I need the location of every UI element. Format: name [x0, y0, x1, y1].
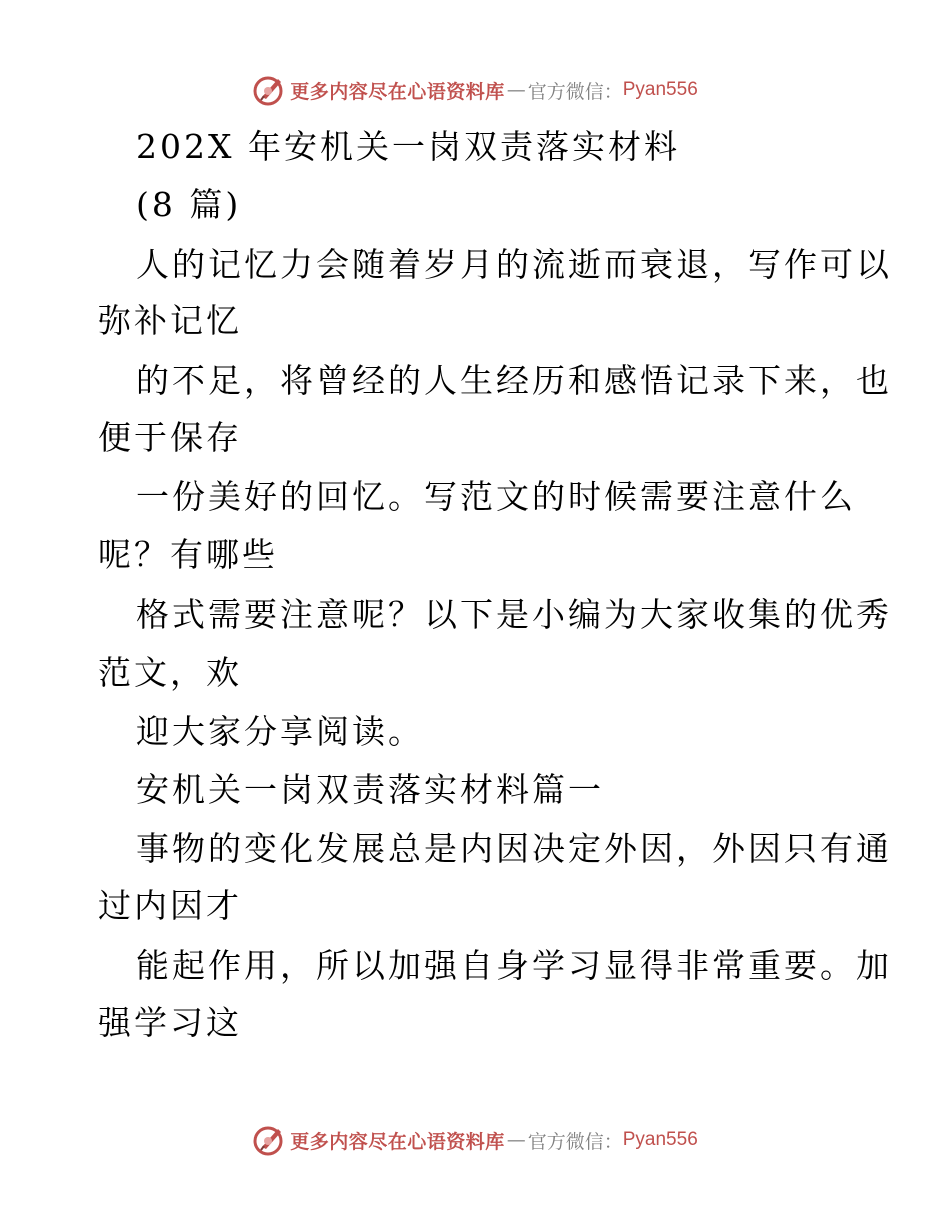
- document-subtitle: (8 篇): [136, 185, 242, 224]
- paragraph-line: 能起作用，所以加强自身学习显得非常重要。加: [136, 946, 892, 985]
- watermark-dash: —: [506, 1129, 526, 1151]
- paragraph-line: 格式需要注意呢？以下是小编为大家收集的优秀: [136, 595, 892, 634]
- watermark-wechat-label: 官方微信：: [527, 80, 623, 103]
- section-heading: 安机关一岗双责落实材料篇一: [136, 770, 604, 809]
- watermark-wechat-id: Pyan556: [622, 79, 698, 100]
- watermark-wechat-id: Pyan556: [622, 1129, 698, 1150]
- document-title: 202X 年安机关一岗双责落实材料: [136, 127, 680, 166]
- paragraph-line: 强学习这: [98, 1003, 242, 1042]
- paragraph-line: 呢？有哪些: [98, 535, 278, 574]
- paragraph-line: 一份美好的回忆。写范文的时候需要注意什么: [136, 477, 856, 516]
- paragraph-line: 过内因才: [98, 886, 242, 925]
- footer-watermark: [0, 1120, 950, 1160]
- quill-pen-circle-icon: [252, 1123, 286, 1157]
- watermark-wechat-label: 官方微信：: [527, 1130, 623, 1153]
- watermark-brand-text: 更多内容尽在心语资料库: [290, 1130, 505, 1153]
- watermark-dash: —: [506, 79, 526, 101]
- paragraph-line: 范文，欢: [98, 653, 242, 692]
- paragraph-line: 便于保存: [98, 418, 242, 457]
- paragraph-line: 人的记忆力会随着岁月的流逝而衰退，写作可以: [136, 245, 892, 284]
- paragraph-line: 弥补记忆: [98, 301, 242, 340]
- paragraph-line: 迎大家分享阅读。: [136, 712, 424, 751]
- watermark-brand-text: 更多内容尽在心语资料库: [290, 80, 505, 103]
- paragraph-line: 事物的变化发展总是内因决定外因，外因只有通: [136, 829, 892, 868]
- paragraph-line: 的不足，将曾经的人生经历和感悟记录下来，也: [136, 361, 892, 400]
